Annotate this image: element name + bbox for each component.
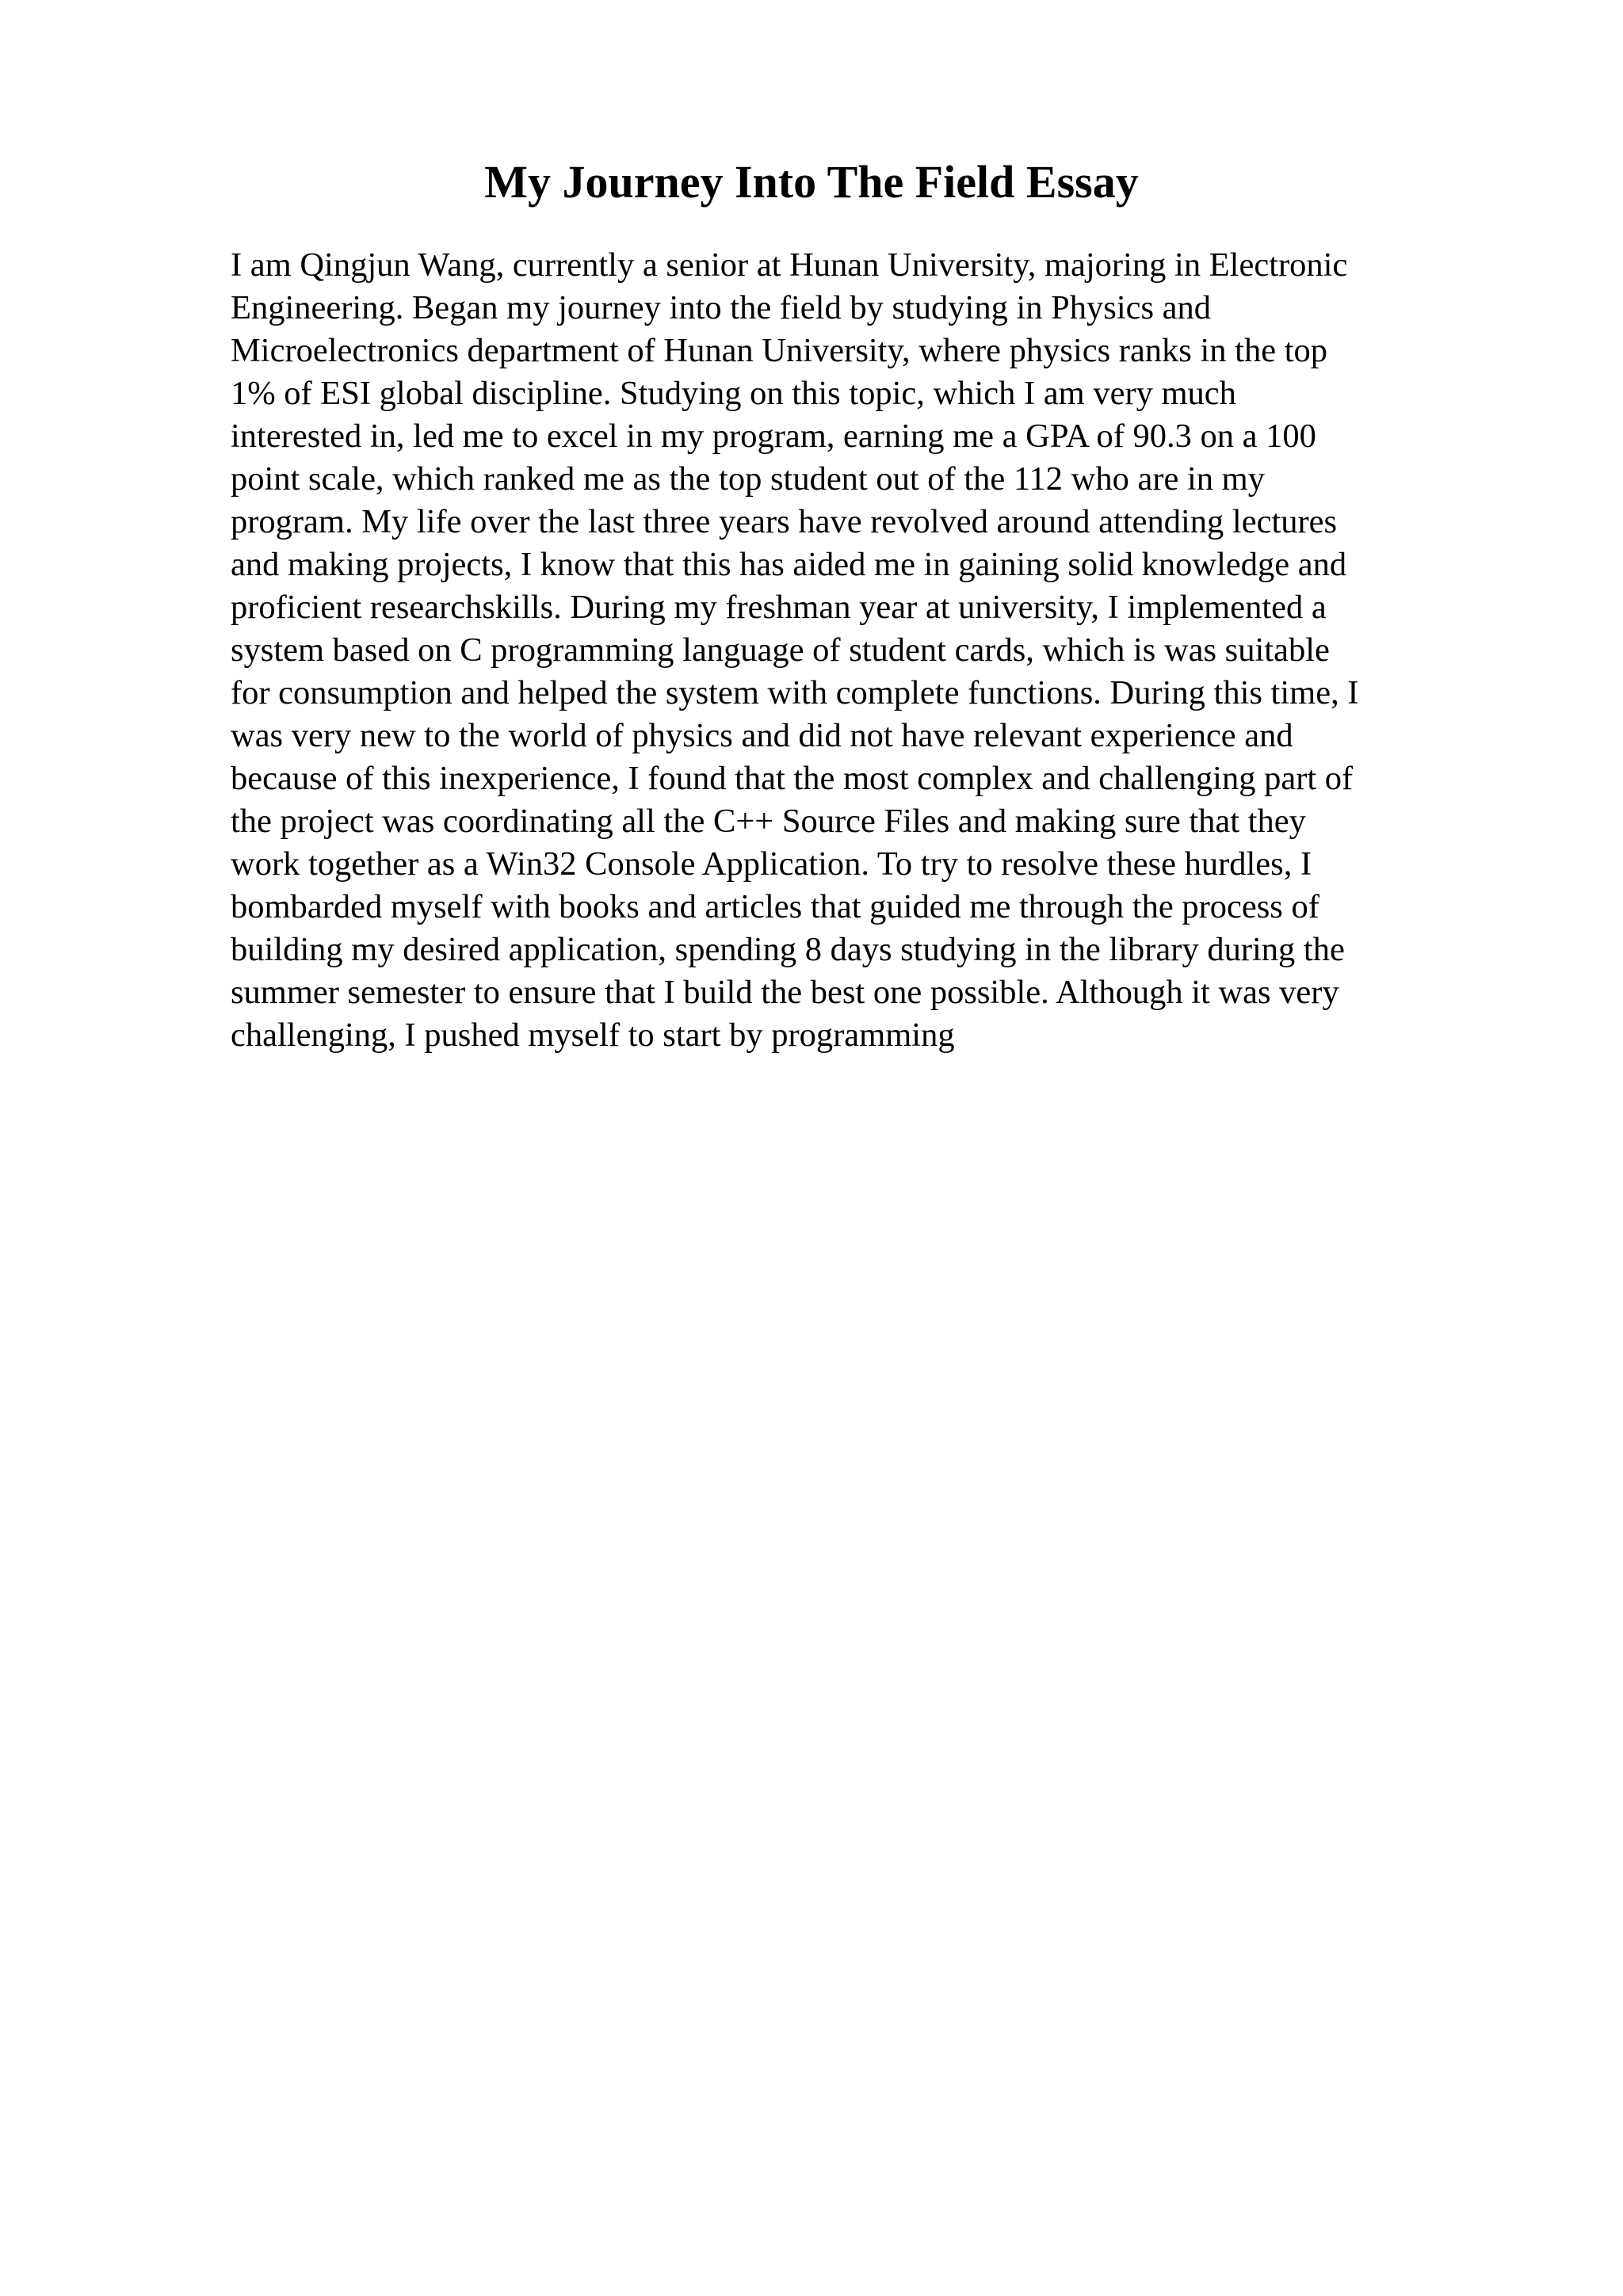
essay-body	[231, 244, 1483, 1057]
essay-line: I am Qingjun Wang, currently a senior at Hunan University, majoring in Electronic	[231, 246, 1348, 284]
essay-line: work together as a Win32 Console Application. To try to resolve these hurdles, I	[231, 845, 1312, 883]
essay-line: proficient researchskills. During my freshman year at university, I implemented a	[231, 589, 1327, 626]
essay-line: Engineering. Began my journey into the field by studying in Physics and	[231, 289, 1212, 326]
essay-line: bombarded myself with books and articles that guided me through the process of	[231, 888, 1319, 925]
essay-line: for consumption and helped the system with complete functions. During this time, I	[231, 674, 1359, 711]
essay-line: was very new to the world of physics and did not have relevant experience and	[231, 717, 1293, 754]
essay-line: challenging, I pushed myself to start by programming	[231, 1016, 955, 1054]
essay-line: Microelectronics department of Hunan University, where physics ranks in the top	[231, 332, 1328, 369]
essay-line: the project was coordinating all the C++ Source Files and making sure that they	[231, 803, 1306, 840]
essay-line: and making projects, I know that this has aided me in gaining solid knowledge and	[231, 546, 1347, 583]
essay-line: system based on C programming language of student cards, which is was suitable	[231, 631, 1330, 669]
document-title: My Journey Into The Field Essay	[484, 156, 1139, 208]
essay-line: program. My life over the last three years have revolved around attending lectures	[231, 503, 1338, 540]
essay-line: 1% of ESI global discipline. Studying on this topic, which I am very much	[231, 375, 1236, 412]
essay-line: point scale, which ranked me as the top student out of the 112 who are in my	[231, 460, 1265, 498]
essay-line: summer semester to ensure that I build the best one possible. Although it was very	[231, 974, 1339, 1011]
essay-line: building my desired application, spending 8 days studying in the library during the	[231, 931, 1345, 968]
essay-line: because of this inexperience, I found that the most complex and challenging part of	[231, 760, 1354, 797]
essay-line: interested in, led me to excel in my program, earning me a GPA of 90.3 on a 100	[231, 418, 1316, 455]
